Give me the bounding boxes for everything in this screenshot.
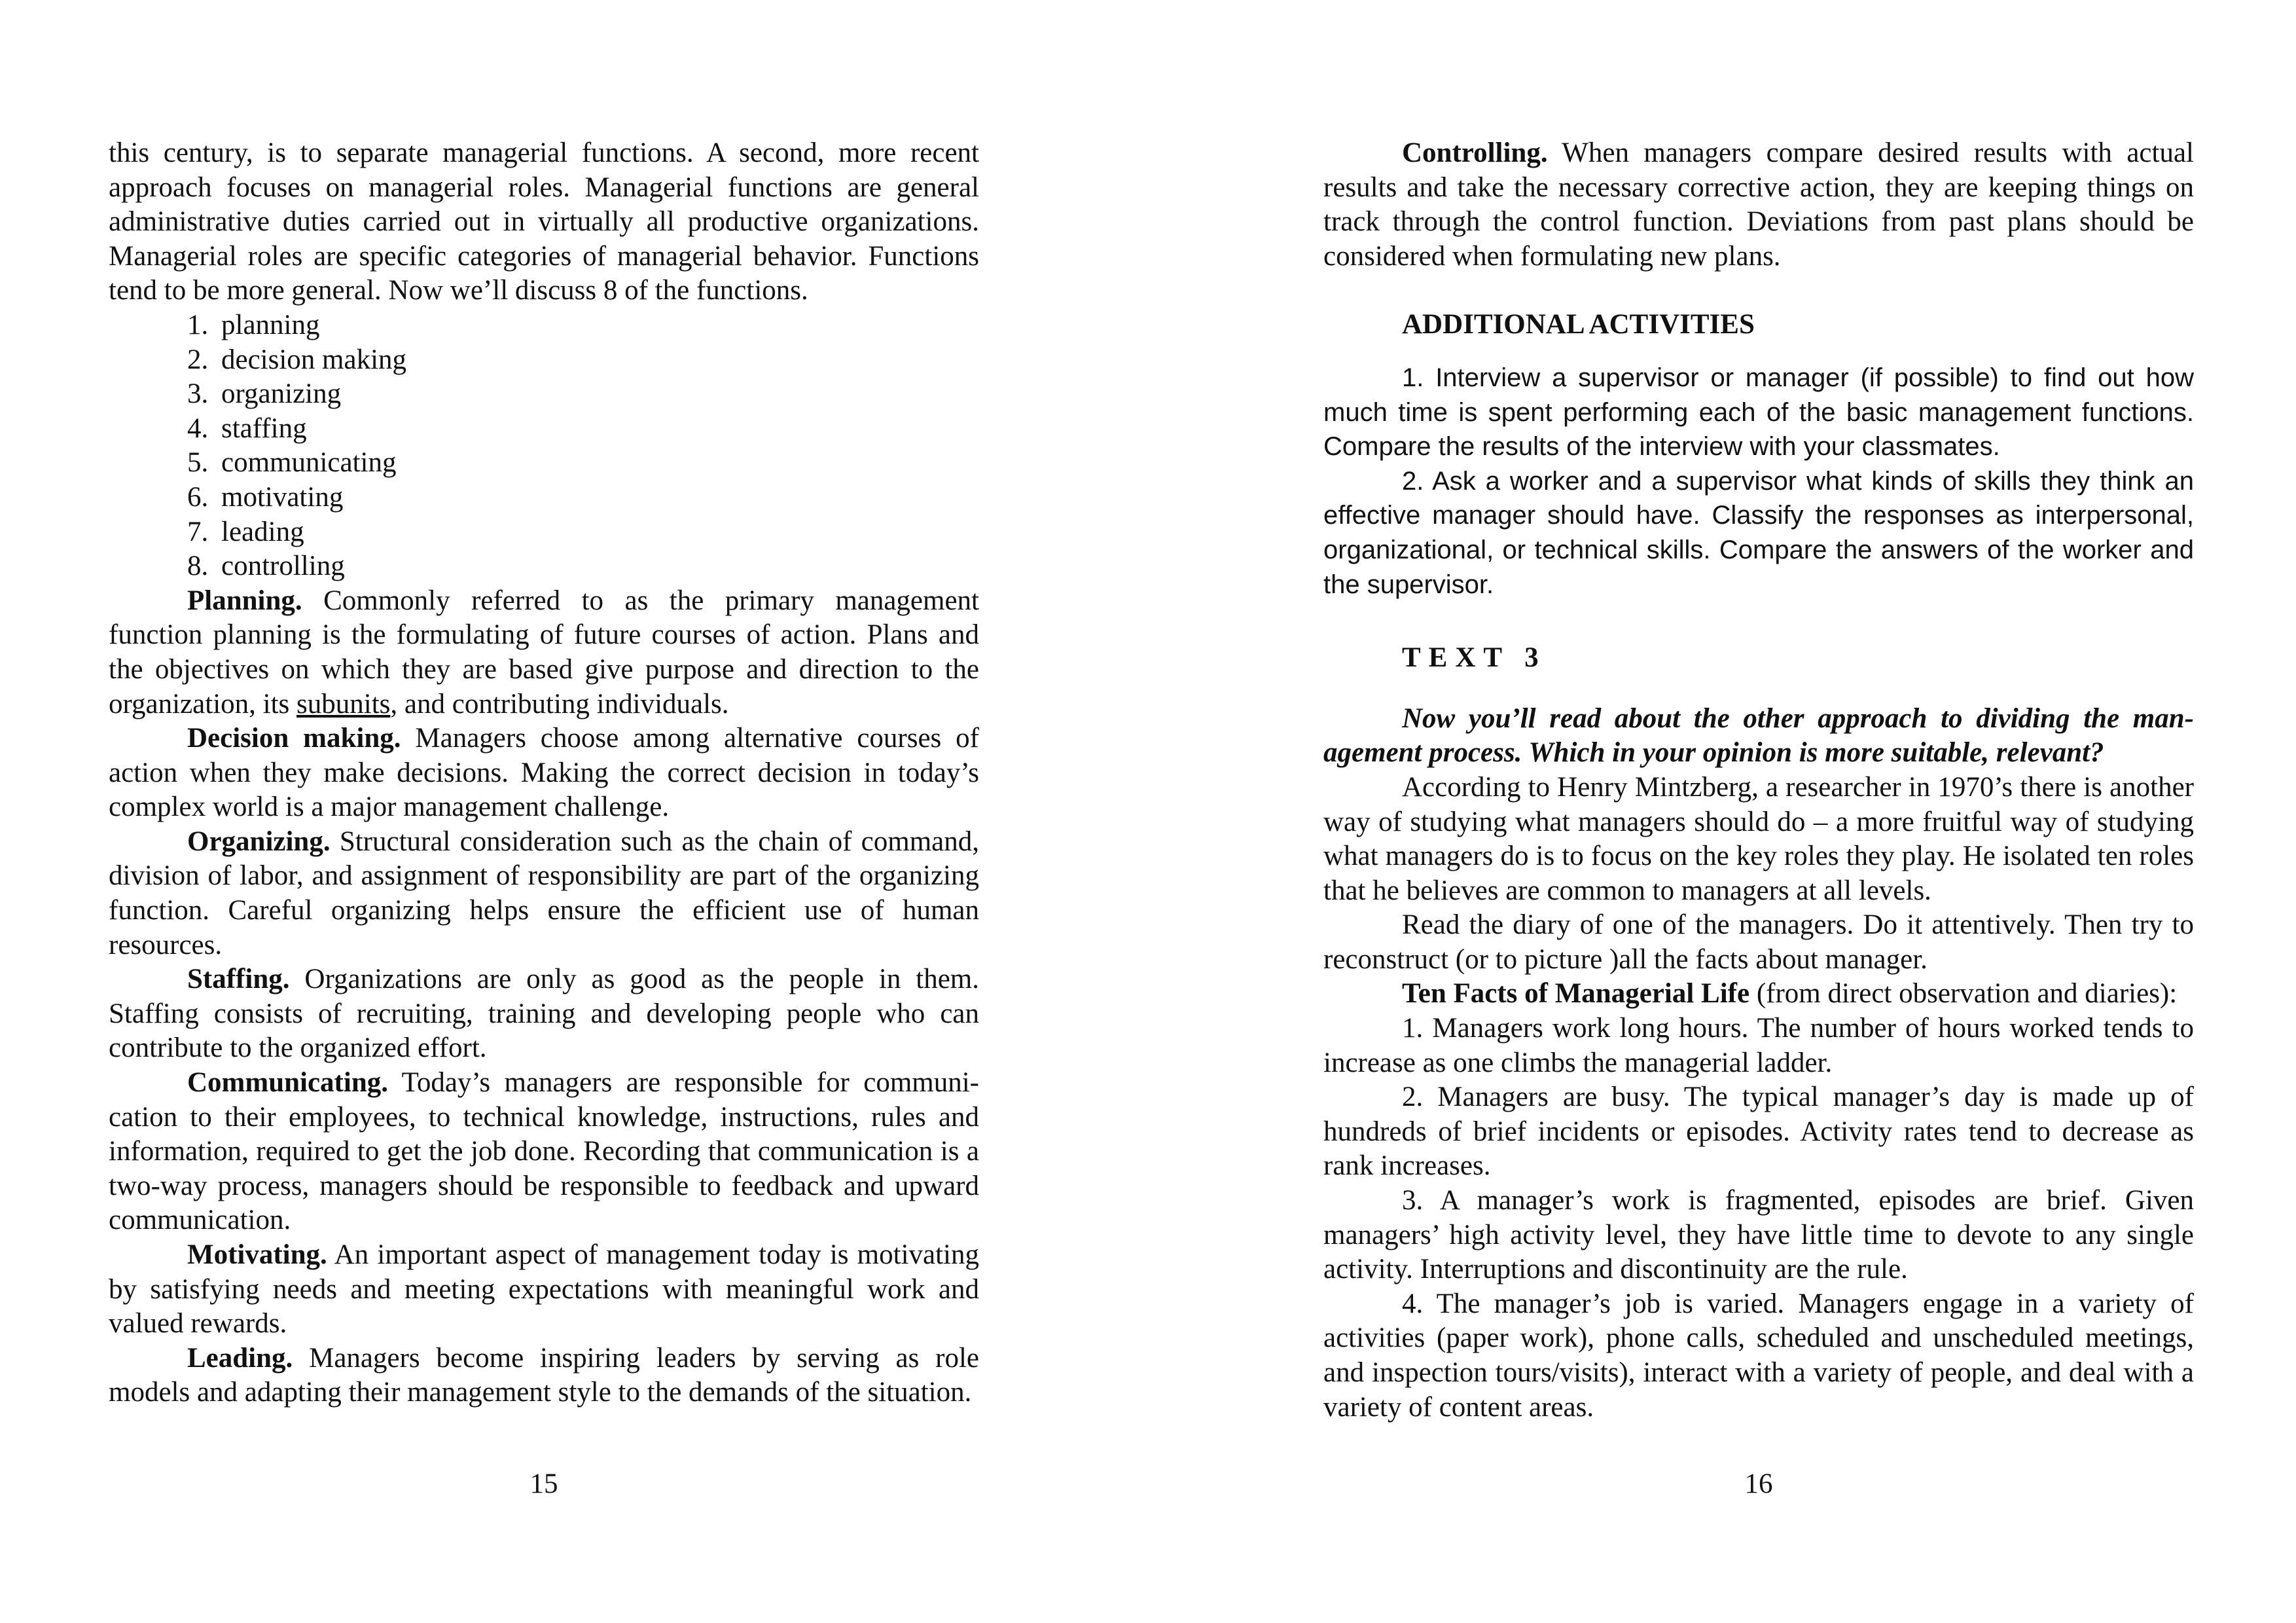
list-item: 2. decision making bbox=[187, 344, 407, 375]
diary-paragraph: Read the diary of one of the managers. Do it attentively. Then try to reconstruct (or to picture )all the facts about manager. bbox=[1323, 909, 2194, 975]
planning-paragraph: Planning. Commonly referred to as the primary management function planning is the formulating of future courses of action. Plans and the objectives on which they are based give purpose and direction to the organization, its subunits, and contributing individuals. bbox=[109, 585, 979, 720]
list-item: 8. controlling bbox=[187, 551, 345, 582]
subunits-term: subunits bbox=[296, 688, 391, 720]
organizing-paragraph: Organizing. Structural consideration such as the chain of command, division of labor, and assignment of responsibility are part of the organizing function. Careful organizing helps ensure the efficient use of human resources. bbox=[109, 826, 979, 960]
functions-list bbox=[109, 308, 979, 584]
fact-item: 1. Managers work long hours. The number of hours worked tends to increase as one climbs the managerial ladder. bbox=[1323, 1013, 2194, 1078]
intro-paragraph: this century, is to separate managerial functions. A second, more recent approach focuses on managerial roles. Managerial functions are general administrative duties carried out in virtually all productive organizations. Managerial roles are specific categories of managerial behavior. Functions tend to be more general. Now we’ll discuss 8 of the functions. bbox=[109, 137, 979, 306]
text-3-heading: TEXT 3 bbox=[1402, 642, 1547, 674]
fact-item: 4. The manager’s job is varied. Managers engage in a variety of activities (paper work), phone calls, scheduled and unscheduled meetings, and inspection tours/visits), interact with a variety of people, and deal with a variety of content areas. bbox=[1323, 1288, 2194, 1423]
list-item: 3. organizing bbox=[187, 378, 342, 410]
reading-question: Now you’ll read about the other approach to dividing the management process. Which in your opinion is more suitable, relevant? bbox=[1323, 702, 2194, 769]
communicating-paragraph: Communicating. Today’s managers are responsible for communication to their employees, to technical knowledge, instructions, rules and information, required to get the job done. Recording that communication is a two-way process, managers should be responsible to feedback and upward communication. bbox=[109, 1067, 979, 1236]
leading-paragraph: Leading. Managers become inspiring leaders by serving as role models and adapting their management style to the demands of the situation. bbox=[109, 1342, 979, 1408]
mintzberg-paragraph: According to Henry Mintzberg, a researcher in 1970’s there is another way of studying what managers should do – a more fruitful way of studying what managers do is to focus on the key roles they play. He isolated ten roles that he believes are common to managers at all levels. bbox=[1323, 771, 2194, 906]
activity-item: 2. Ask a worker and a supervisor what kinds of skills they think an effective manager should have. Classify the responses as interpersonal, organizational, or technical skills. Compare the answers of the worker and the supervisor. bbox=[1323, 466, 2194, 599]
controlling-paragraph: Controlling. When managers compare desired results with actual results and take the necessary corrective action, they are keeping things on track through the control function. Deviations from past plans should be considered when formulating new plans. bbox=[1323, 137, 2194, 272]
motivating-paragraph: Motivating. An important aspect of management today is motivating by satisfying needs and meeting expectations with meaningful work and valued rewards. bbox=[109, 1239, 979, 1340]
additional-activities-heading: ADDITIONAL ACTIVITIES bbox=[1402, 309, 1755, 340]
ten-facts-paragraph: Ten Facts of Managerial Life (from direct observation and diaries): bbox=[1402, 978, 2178, 1010]
fact-item: 2. Managers are busy. The typical manager’s day is made up of hundreds of brief incidents or episodes. Activity rates tend to decrease as rank increases. bbox=[1323, 1082, 2194, 1182]
activity-item: 1. Interview a supervisor or manager (if possible) to find out how much time is spent performing each of the basic management functions. Compare the results of the interview with your classmates. bbox=[1323, 363, 2194, 462]
list-item: 4. staffing bbox=[187, 412, 307, 444]
decision-making-paragraph: Decision making. Managers choose among alternative courses of action when they make decisions. Making the correct decision in today’s complex world is a major management challenge. bbox=[109, 723, 979, 823]
list-item: 5. communicating bbox=[187, 447, 397, 479]
list-item: 7. leading bbox=[187, 516, 304, 547]
activities-block bbox=[1323, 361, 2194, 602]
staffing-paragraph: Staffing. Organizations are only as good as the people in them. Staffing consists of recruiting, training and developing people who can contribute to the organized effort. bbox=[109, 964, 979, 1064]
list-item: 6. motivating bbox=[187, 481, 344, 513]
planning-term: Planning. bbox=[187, 585, 302, 616]
right-page-text bbox=[1323, 136, 2194, 1425]
list-item: 1. planning bbox=[187, 309, 320, 340]
fact-item: 3. A manager’s work is fragmented, episodes are brief. Given managers’ high activity level, they have little time to devote to any single activity. Interruptions and discontinuity are the rule. bbox=[1323, 1185, 2194, 1285]
left-page-text bbox=[109, 136, 979, 1410]
page-number: 15 bbox=[529, 1468, 558, 1499]
page-number: 16 bbox=[1744, 1468, 1773, 1499]
